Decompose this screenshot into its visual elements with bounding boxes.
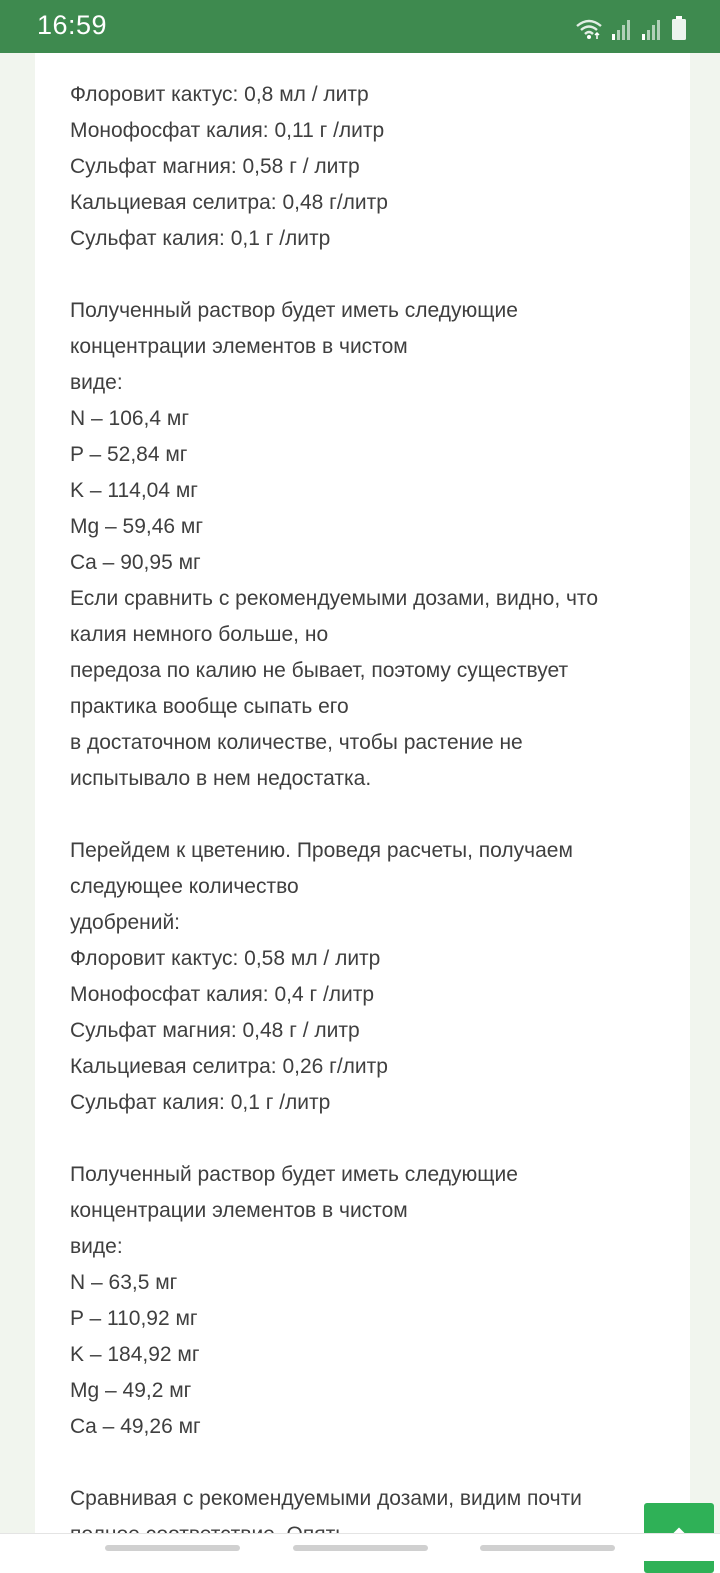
article-line: практика вообще сыпать его <box>70 695 349 718</box>
article-line: Монофосфат калия: 0,11 г /литр <box>70 119 385 142</box>
wifi-icon <box>575 18 603 40</box>
article-line: Перейдем к цветению. Проведя расчеты, получаем <box>70 839 573 862</box>
article-line: K – 184,92 мг <box>70 1343 200 1366</box>
article-line: Флоровит кактус: 0,8 мл / литр <box>70 83 369 106</box>
article-line: испытывало в нем недостатка. <box>70 767 372 790</box>
signal-icon <box>611 18 633 40</box>
article-line: в достаточном количестве, чтобы растение не <box>70 731 523 754</box>
paragraph-gap <box>70 797 670 833</box>
article-line: Сульфат магния: 0,58 г / литр <box>70 155 360 178</box>
article-line: P – 110,92 мг <box>70 1307 198 1330</box>
article-line: Кальциевая селитра: 0,48 г/литр <box>70 191 388 214</box>
article-line: концентрации элементов в чистом <box>70 335 408 358</box>
status-time: 16:59 <box>37 10 108 40</box>
nav-back-handle[interactable] <box>480 1545 615 1551</box>
status-icons <box>575 14 687 40</box>
paragraph-gap <box>70 1445 670 1481</box>
article-line: Ca – 90,95 мг <box>70 551 201 574</box>
article-line: удобрений: <box>70 911 181 934</box>
article-line: Полученный раствор будет иметь следующие <box>70 1163 518 1186</box>
article-line: Монофосфат калия: 0,4 г /литр <box>70 983 375 1006</box>
article-line: калия немного больше, но <box>70 623 329 646</box>
nav-home-handle[interactable] <box>293 1545 428 1551</box>
article-line: Mg – 49,2 мг <box>70 1379 192 1402</box>
article-line: Если сравнить с рекомендуемыми дозами, видно, что <box>70 587 598 610</box>
article-line: следующее количество <box>70 875 299 898</box>
article-line: N – 106,4 мг <box>70 407 189 430</box>
article-line: Сульфат магния: 0,48 г / литр <box>70 1019 360 1042</box>
article-line: передоза по калию не бывает, поэтому существует <box>70 659 569 682</box>
paragraph-gap <box>70 1121 670 1157</box>
article-line: концентрации элементов в чистом <box>70 1199 408 1222</box>
battery-icon <box>671 16 687 40</box>
paragraph-gap <box>70 257 670 293</box>
article-line: Сравнивая с рекомендуемыми дозами, видим почти <box>70 1487 582 1510</box>
signal-icon-2 <box>641 18 663 40</box>
article-card[interactable] <box>35 53 690 1533</box>
article-line: Mg – 59,46 мг <box>70 515 204 538</box>
article-line: виде: <box>70 371 123 394</box>
article-line: Кальциевая селитра: 0,26 г/литр <box>70 1055 388 1078</box>
article-line: P – 52,84 мг <box>70 443 188 466</box>
article-line: Флоровит кактус: 0,58 мл / литр <box>70 947 381 970</box>
article-line: Ca – 49,26 мг <box>70 1415 201 1438</box>
nav-recents-handle[interactable] <box>105 1545 240 1551</box>
article-line: Сульфат калия: 0,1 г /литр <box>70 227 331 250</box>
article-line: виде: <box>70 1235 123 1258</box>
article-body <box>70 77 670 1553</box>
status-bar <box>0 0 720 53</box>
article-line: Полученный раствор будет иметь следующие <box>70 299 518 322</box>
article-line: Сульфат калия: 0,1 г /литр <box>70 1091 331 1114</box>
navigation-bar <box>0 1533 720 1561</box>
article-line: K – 114,04 мг <box>70 479 198 502</box>
page-background <box>0 53 720 1533</box>
article-line: N – 63,5 мг <box>70 1271 178 1294</box>
